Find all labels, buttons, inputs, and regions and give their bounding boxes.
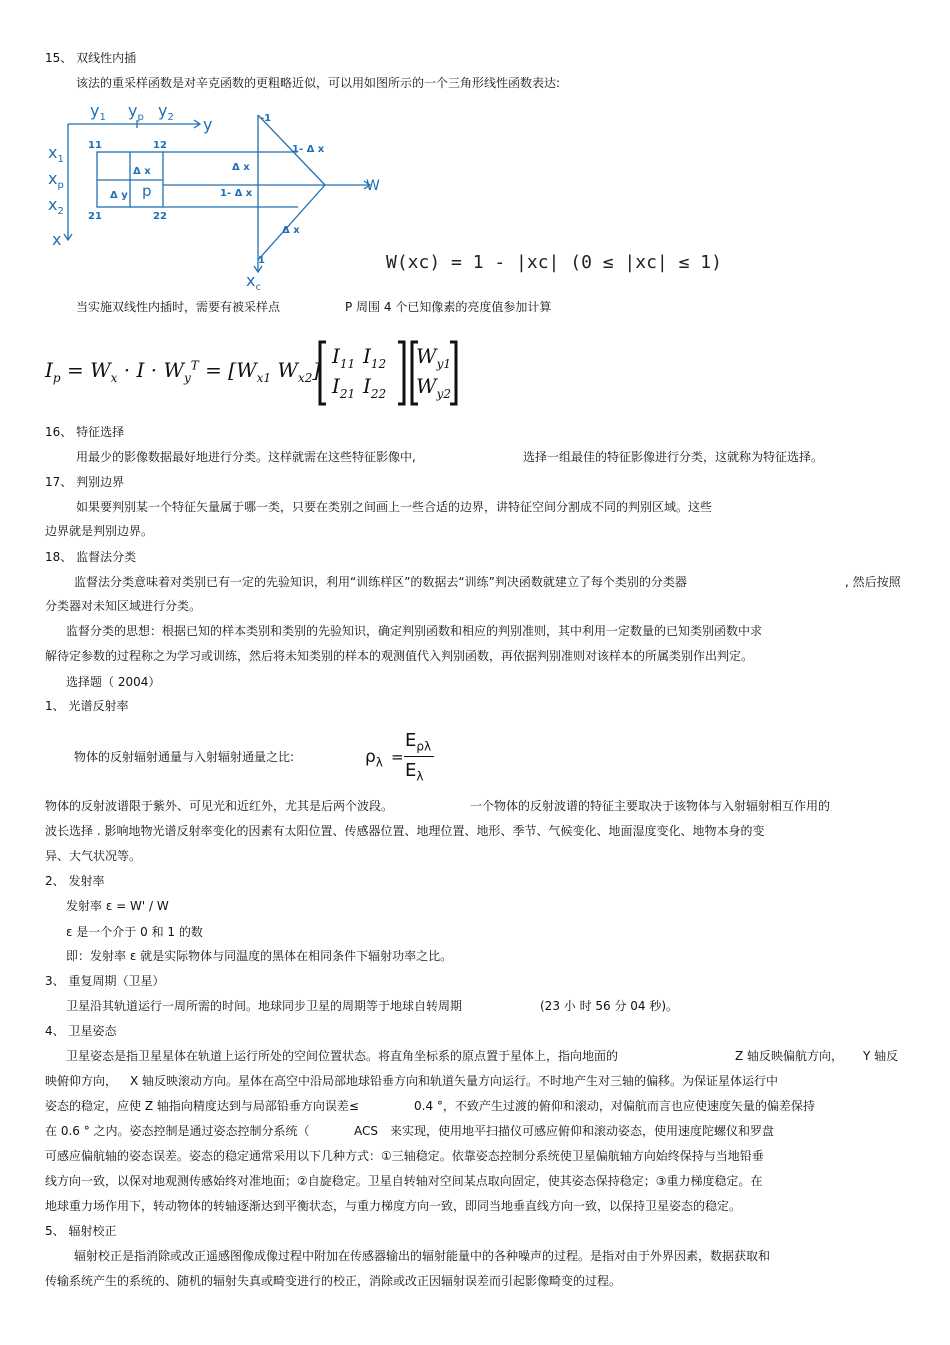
q4-line2a: 映俯仰方向， <box>45 1074 118 1088</box>
vector-wy2: $W_{y2}$ <box>416 374 451 401</box>
q4-line1c: Y 轴反 <box>863 1049 899 1063</box>
q3-heading: 3、 重复周期（卫星） <box>45 974 165 988</box>
q5-heading: 5、 辐射校正 <box>45 1224 117 1238</box>
label-neg1: -1 <box>260 113 272 124</box>
label-y-axis: y <box>203 115 213 134</box>
label-x2: $x_2$ <box>48 195 64 217</box>
label-x1: $x_1$ <box>48 143 64 165</box>
q1-line1a: 物体的反射波谱限于紫外、可见光和近红外，尤其是后两个波段。 <box>45 799 394 813</box>
label-y2: $y_2$ <box>158 101 174 123</box>
s17-line2: 边界就是判别边界。 <box>45 524 154 538</box>
q2-formula: 发射率 ε = W' / W <box>66 899 169 913</box>
q1-heading: 1、 光谱反射率 <box>45 699 129 713</box>
label-yp: $y_p$ <box>128 101 144 123</box>
q4-heading: 4、 卫星姿态 <box>45 1024 117 1038</box>
matrix-i21: $I_{21}$ <box>332 374 356 401</box>
mc-heading: 选择题（ 2004） <box>66 675 161 689</box>
q4-line5: 可感应偏航轴的姿态误差。姿态的稳定通常采用以下几种方式：①三轴稳定。依靠姿态控制分系统使卫星偏航轴方向始终保持与当地铅垂 <box>45 1149 764 1163</box>
matrix-i12: $I_{12}$ <box>363 344 387 371</box>
s17-heading: 17、 判别边界 <box>45 475 125 489</box>
rho-numerator: $E_{\rho\lambda}$ <box>405 730 432 754</box>
s17-line1: 如果要判别某一个特征矢量属于哪一类，只要在类别之间画上一些合适的边界，讲特征空间分割成不同的判别区域。这些 <box>76 500 713 514</box>
label-dy-small: Δ y <box>110 190 128 201</box>
rho-fraction-bar <box>404 756 434 757</box>
label-w: W <box>366 178 380 194</box>
rho-equals: = <box>391 748 404 766</box>
formula-ip <box>45 338 465 408</box>
q3-line1a: 卫星沿其轨道运行一周所需的时间。地球同步卫星的周期等于地球自转周期 <box>66 999 463 1013</box>
q5-line2: 传输系统产生的系统的、随机的辐射失真或畸变进行的校正，消除或改正因辐射误差而引起影像畸变的过程。 <box>45 1274 622 1288</box>
label-xc: $x_c$ <box>246 271 261 293</box>
label-one: 1 <box>258 255 265 266</box>
q4-line1a: 卫星姿态是指卫星星体在轨道上运行所处的空间位置状态。将直角坐标系的原点置于星体上，指向地面的 <box>66 1049 619 1063</box>
s15-sentence-b: P 周围 4 个已知像素的亮度值参加计算 <box>345 300 552 314</box>
label-one-minus-dx-top: 1- Δ x <box>292 144 325 155</box>
s18-heading: 18、 监督法分类 <box>45 550 137 564</box>
q1-definition: 物体的反射辐射通量与入射辐射通量之比: <box>74 750 295 764</box>
q4-line6: 线方向一致，以保对地观测传感始终对准地面；②自旋稳定。卫星自转轴对空间某点取向固定，使其姿态保持稳定；③重力梯度稳定。在 <box>45 1174 763 1188</box>
q1-line1b: 一个物体的反射波谱的特征主要取决于该物体与入射辐射相互作用的 <box>470 799 831 813</box>
matrix-i11: $I_{11}$ <box>332 344 356 371</box>
label-x-axis: x <box>52 230 62 249</box>
s15-intro: 该法的重采样函数是对辛克函数的更粗略近似，可以用如图所示的一个三角形线性函数表达: <box>76 76 561 90</box>
q5-line1: 辐射校正是指消除或改正遥感图像成像过程中附加在传感器输出的辐射能量中的各种噪声的过程。是指对由于外界因素，数据获取和 <box>74 1249 771 1263</box>
s18-line1b: , 然后按照 <box>845 575 901 589</box>
q4-line4a: 在 0.6 ° 之内。姿态控制是通过姿态控制分系统（ <box>45 1124 310 1138</box>
label-y1: $y_1$ <box>90 101 106 123</box>
q2-line2: 即：发射率 ε 就是实际物体与同温度的黑体在相同条件下辐射功率之比。 <box>66 949 453 963</box>
label-dx-small: Δ x <box>133 166 151 177</box>
s18-line4: 解待定参数的过程称之为学习或训练，然后将未知类别的样本的观测值代入判别函数，再依据判别准则对该样本的所属类别作出判定。 <box>45 649 754 663</box>
q4-line7: 地球重力场作用下，转动物体的转轴逐渐达到平衡状态，与重力梯度方向一致，即同当地垂直线方向一致，以保持卫星姿态的稳定。 <box>45 1199 742 1213</box>
label-dx-low: Δ x <box>282 225 300 236</box>
q2-line1: ε 是一个介于 0 和 1 的数 <box>66 925 203 939</box>
matrix-i22: $I_{22}$ <box>363 374 387 401</box>
q4-line3b: 0.4 °，不致产生过渡的俯仰和滚动，对偏航而言也应使速度矢量的偏差保持 <box>414 1099 815 1113</box>
label-11: 11 <box>88 140 102 151</box>
label-p: p <box>142 182 152 200</box>
vector-wy1: $W_{y1}$ <box>416 344 451 371</box>
q4-line3a: 姿态的稳定，应使 Z 轴指向精度达到与局部铅垂方向误差≤ <box>45 1099 359 1113</box>
label-dx-mid: Δ x <box>232 162 250 173</box>
formula-ip-lhs: $I_p = W_x \cdot I \cdot W_y^T = [W_{x1}$ $W_{x2}$] <box>45 358 321 385</box>
rho-denominator: $E_\lambda$ <box>405 760 424 784</box>
q3-line1b: (23 小 时 56 分 04 秒)。 <box>540 999 679 1013</box>
s18-line2: 分类器对未知区域进行分类。 <box>45 599 202 613</box>
s16-line1a: 用最少的影像数据最好地进行分类。这样就需在这些特征影像中, <box>76 450 416 464</box>
s16-heading: 16、 特征选择 <box>45 425 125 439</box>
q1-line3: 异、大气状况等。 <box>45 849 142 863</box>
label-one-minus-dx-mid: 1- Δ x <box>220 188 253 199</box>
q1-line2: 波长选择 . 影响地物光谱反射率变化的因素有太阳位置、传感器位置、地理位置、地形、季节、气候变化、地面湿度变化、地物本身的变 <box>45 824 765 838</box>
q4-line2b: X 轴反映滚动方向。星体在高空中沿局部地球铅垂方向和轨道矢量方向运行。不时地产生对三轴的偏移。为保证星体运行中 <box>130 1074 779 1088</box>
rho-formula <box>365 730 445 785</box>
label-12: 12 <box>153 140 167 151</box>
label-xp: $x_p$ <box>48 169 64 191</box>
s18-line1a: 监督法分类意味着对类别已有一定的先验知识，利用“训练样区”的数据去“训练”判决函数就建立了每个类别的分类器 <box>74 575 687 589</box>
q4-line4c: 来实现，使用地平扫描仪可感应俯仰和滚动姿态，使用速度陀螺仪和罗盘 <box>390 1124 775 1138</box>
q2-heading: 2、 发射率 <box>45 874 105 888</box>
s16-line1b: 选择一组最佳的特征影像进行分类，这就称为特征选择。 <box>523 450 824 464</box>
s15-heading: 15、 双线性内插 <box>45 51 137 65</box>
q4-line1b: Z 轴反映偏航方向， <box>735 1049 844 1063</box>
bilinear-diagram <box>40 100 400 295</box>
s15-sentence-a: 当实施双线性内插时，需要有被采样点 <box>76 300 281 314</box>
q4-line4b: ACS <box>354 1124 378 1138</box>
label-21: 21 <box>88 211 102 222</box>
s18-line3: 监督分类的思想：根据已知的样本类别和类别的先验知识，确定判别函数和相应的判别准则，其中利用一定数量的已知类别函数中求 <box>66 624 763 638</box>
rho-symbol: $\rho_\lambda$ <box>365 747 383 770</box>
label-22: 22 <box>153 211 167 222</box>
formula-w: W(xc) = 1 - |xc| (0 ≤ |xc| ≤ 1) <box>386 252 722 273</box>
